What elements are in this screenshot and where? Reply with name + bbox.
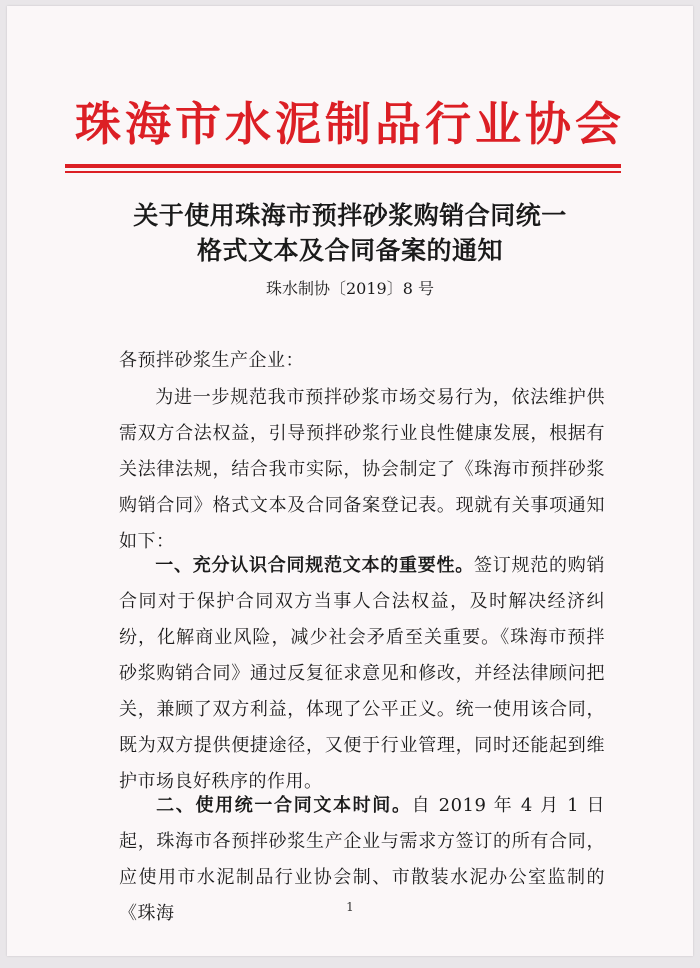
page-number: 1 [346, 900, 354, 914]
notice-title-line-1: 关于使用珠海市预拌砂浆购销合同统一 [133, 201, 567, 230]
document-number: 珠水制协〔2019〕8 号 [266, 279, 434, 298]
intro-paragraph-text: 为进一步规范我市预拌砂浆市场交易行为，依法维护供需双方合法权益，引导预拌砂浆行业良性健康发展，根据有关法律法规，结合我市实际，协会制定了《珠海市预拌砂浆购销合同》格式文本及合同备案登记表。现就有关事项通知如下： [119, 387, 605, 552]
document-page [7, 6, 693, 956]
section-1-paragraph [119, 548, 605, 800]
notice-title-line-2: 格式文本及合同备案的通知 [196, 236, 503, 265]
section-2-text: 自 2019 年 4 月 1 日起，珠海市各预拌砂浆生产企业与需求方签订的所有合同，应使用市水泥制品行业协会制、市散装水泥办公室监制的《珠海 [119, 795, 606, 924]
section-2-heading: 二、使用统一合同文本时间。 [155, 795, 412, 816]
letterhead-rule-thin [65, 171, 621, 173]
letterhead-title: 珠海市水泥制品行业协会 [75, 97, 625, 151]
section-1-text: 签订规范的购销合同对于保护合同双方当事人合法权益，及时解决经济纠纷，化解商业风险，减少社会矛盾至关重要。《珠海市预拌砂浆购销合同》通过反复征求意见和修改，并经法律顾问把关，兼顾了双方利益，体现了公平正义。统一使用该合同，既为双方提供便捷途径，又便于行业管理，同时还能起到维护市场良好秩序的作用。 [119, 555, 605, 792]
letterhead-rule-thick [65, 164, 621, 168]
section-1-heading: 一、充分认识合同规范文本的重要性。 [155, 555, 474, 576]
intro-paragraph [119, 380, 605, 560]
addressee: 各预拌砂浆生产企业： [119, 350, 304, 371]
